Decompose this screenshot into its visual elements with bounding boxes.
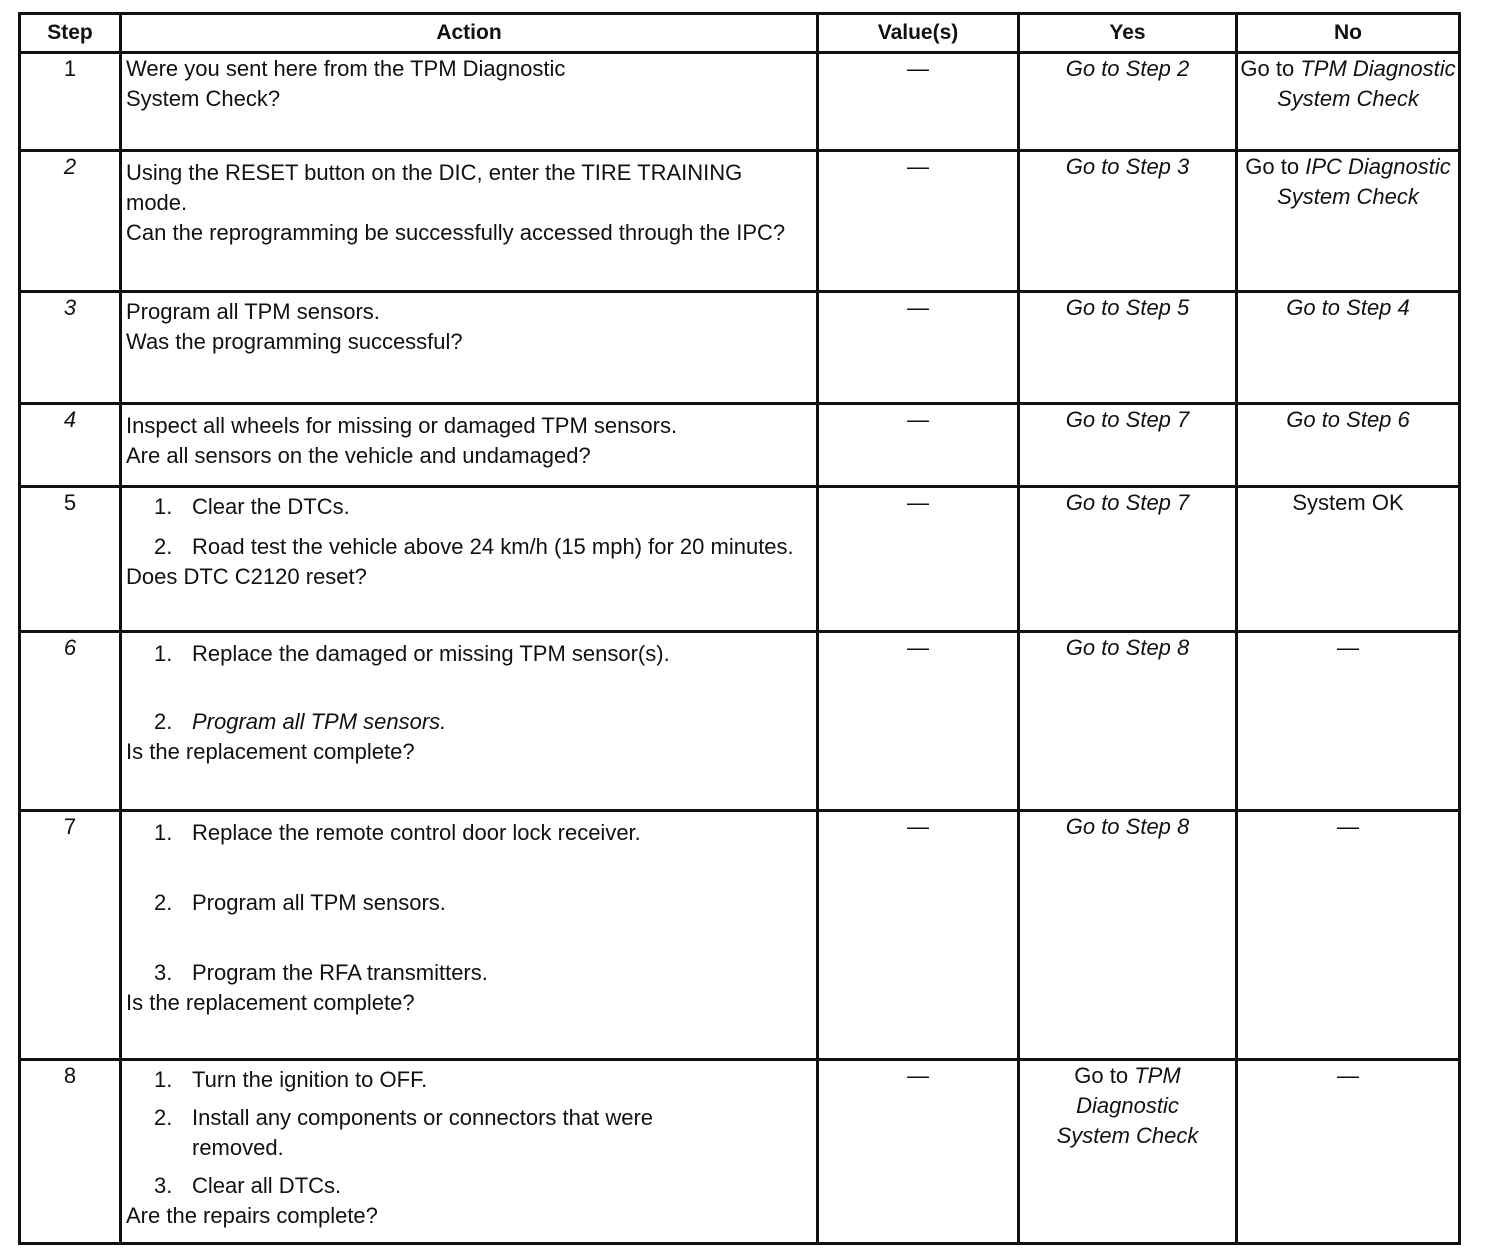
value-cell: — (818, 487, 1019, 632)
action-question: Are all sensors on the vehicle and undamaged? (126, 443, 591, 468)
yes-goto-link[interactable]: Go to Step 5 (1065, 295, 1190, 320)
header-step: Step (20, 14, 121, 53)
goto-target: IPC Diagnostic System Check (1277, 154, 1451, 209)
list-item (126, 888, 808, 918)
list-item-text: Clear the DTCs. (192, 494, 350, 519)
table-row-step-4 (20, 404, 1460, 487)
list-item-text: Replace the damaged or missing TPM sensor(s). (192, 641, 670, 666)
yes-goto-link[interactable]: Go to Step 2 (1065, 56, 1190, 81)
yes-goto-link[interactable] (1038, 1061, 1218, 1151)
header-yes: Yes (1019, 14, 1237, 53)
step-number: 7 (20, 811, 121, 1060)
value-cell: — (818, 292, 1019, 404)
step-number: 5 (20, 487, 121, 632)
value-cell: — (818, 53, 1019, 151)
list-item-number: 3. (154, 960, 173, 985)
step-number: 1 (20, 53, 121, 151)
list-item-number: 2. (154, 890, 173, 915)
diagnostic-table (18, 12, 1461, 1245)
no-cell: — (1237, 811, 1460, 1060)
yes-cell (1019, 1060, 1237, 1244)
action-question: Is the replacement complete? (126, 990, 415, 1015)
step-number (20, 404, 121, 487)
value-cell: — (818, 151, 1019, 292)
value-cell: — (818, 404, 1019, 487)
action-steps-list (126, 639, 808, 737)
no-cell (1237, 53, 1460, 151)
step-number (20, 151, 121, 292)
list-item (126, 958, 808, 988)
action-text: Inspect all wheels for missing or damaged TPM sensors. (126, 413, 678, 438)
no-cell (1237, 404, 1460, 487)
goto-target: TPM Diagnostic System Check (1277, 56, 1456, 111)
goto-target: TPM Diagnostic System Check (1056, 1063, 1199, 1148)
header-values: Value(s) (818, 14, 1019, 53)
goto-prefix: Go to (1074, 1063, 1129, 1088)
list-item-text: Turn the ignition to OFF. (192, 1067, 428, 1092)
step-number-text: 2 (63, 154, 77, 179)
no-cell: — (1237, 1060, 1460, 1244)
action-text: Program all TPM sensors. (126, 299, 380, 324)
yes-goto-link[interactable]: Go to Step 8 (1065, 814, 1190, 839)
goto-prefix: Go to (1245, 154, 1300, 179)
yes-goto-link[interactable]: Go to Step 7 (1065, 490, 1190, 515)
step-number-text: 4 (63, 407, 77, 432)
header-row (20, 14, 1460, 53)
action-steps-list (126, 1065, 808, 1201)
action-question: Does DTC C2120 reset? (126, 564, 367, 589)
action-text: Using the RESET button on the DIC, enter the TIRE TRAINING mode. (126, 160, 743, 215)
table-row-step-3 (20, 292, 1460, 404)
list-item (126, 492, 808, 522)
step-number (20, 292, 121, 404)
action-text: Were you sent here from the TPM Diagnostic (126, 56, 566, 81)
header-no: No (1237, 14, 1460, 53)
list-item-number: 1. (154, 494, 173, 519)
action-cell (121, 1060, 818, 1244)
no-cell (1237, 151, 1460, 292)
action-cell (121, 292, 818, 404)
no-goto-link[interactable] (1238, 152, 1458, 212)
value-cell: — (818, 632, 1019, 811)
list-item-number: 2. (154, 1105, 173, 1130)
list-item (126, 1171, 808, 1201)
goto-prefix: Go to (1240, 56, 1295, 81)
list-item (126, 639, 808, 669)
table-row-step-7 (20, 811, 1460, 1060)
list-item-text: Program all TPM sensors. (192, 890, 446, 915)
no-goto-link[interactable]: Go to Step 6 (1286, 407, 1410, 432)
yes-cell (1019, 811, 1237, 1060)
list-item (126, 1065, 808, 1095)
table-row-step-8 (20, 1060, 1460, 1244)
step-number: 8 (20, 1060, 121, 1244)
list-item (126, 707, 808, 737)
action-text: System Check? (126, 86, 281, 111)
value-cell: — (818, 811, 1019, 1060)
yes-cell (1019, 53, 1237, 151)
list-item-text: Program all TPM sensors. (192, 709, 447, 734)
action-question: Can the reprogramming be successfully accessed through the IPC? (126, 220, 786, 245)
list-item (126, 532, 808, 562)
list-item-text: Program the RFA transmitters. (192, 960, 488, 985)
list-item-text: Clear all DTCs. (192, 1173, 342, 1198)
yes-cell (1019, 292, 1237, 404)
action-cell (121, 487, 818, 632)
action-question: Are the repairs complete? (126, 1203, 378, 1228)
list-item (126, 1103, 808, 1163)
list-item-number: 1. (154, 641, 173, 666)
no-goto-link[interactable] (1238, 54, 1458, 114)
table-row-step-2 (20, 151, 1460, 292)
list-item-number: 1. (154, 1067, 173, 1092)
action-cell (121, 404, 818, 487)
action-cell (121, 811, 818, 1060)
yes-cell (1019, 487, 1237, 632)
list-item-text: Install any components or connectors that were removed. (192, 1105, 654, 1160)
list-item-number: 2. (154, 709, 173, 734)
action-question: Is the replacement complete? (126, 739, 415, 764)
no-cell (1237, 487, 1460, 632)
action-steps-list (126, 818, 808, 988)
step-number-text: 3 (63, 295, 77, 320)
yes-cell (1019, 404, 1237, 487)
yes-goto-link[interactable]: Go to Step 3 (1065, 154, 1190, 179)
yes-cell (1019, 632, 1237, 811)
no-cell: — (1237, 632, 1460, 811)
list-item-number: 1. (154, 820, 173, 845)
list-item (126, 818, 808, 848)
no-cell (1237, 292, 1460, 404)
action-cell (121, 53, 818, 151)
list-item-text: Road test the vehicle above 24 km/h (15 mph) for 20 minutes. (192, 534, 794, 559)
table-row-step-1 (20, 53, 1460, 151)
yes-cell (1019, 151, 1237, 292)
table-row-step-6 (20, 632, 1460, 811)
action-steps-list (126, 492, 808, 562)
yes-goto-link[interactable]: Go to Step 8 (1065, 635, 1190, 660)
step-number (20, 632, 121, 811)
yes-goto-link[interactable]: Go to Step 7 (1065, 407, 1190, 432)
no-result-text: System OK (1292, 490, 1404, 515)
step-number-text: 6 (63, 635, 77, 660)
action-cell (121, 151, 818, 292)
header-action: Action (121, 14, 818, 53)
action-cell (121, 632, 818, 811)
action-question: Was the programming successful? (126, 329, 463, 354)
list-item-text: Replace the remote control door lock receiver. (192, 820, 641, 845)
value-cell: — (818, 1060, 1019, 1244)
list-item-number: 3. (154, 1173, 173, 1198)
table-row-step-5 (20, 487, 1460, 632)
list-item-number: 2. (154, 534, 173, 559)
no-goto-link[interactable]: Go to Step 4 (1286, 295, 1410, 320)
